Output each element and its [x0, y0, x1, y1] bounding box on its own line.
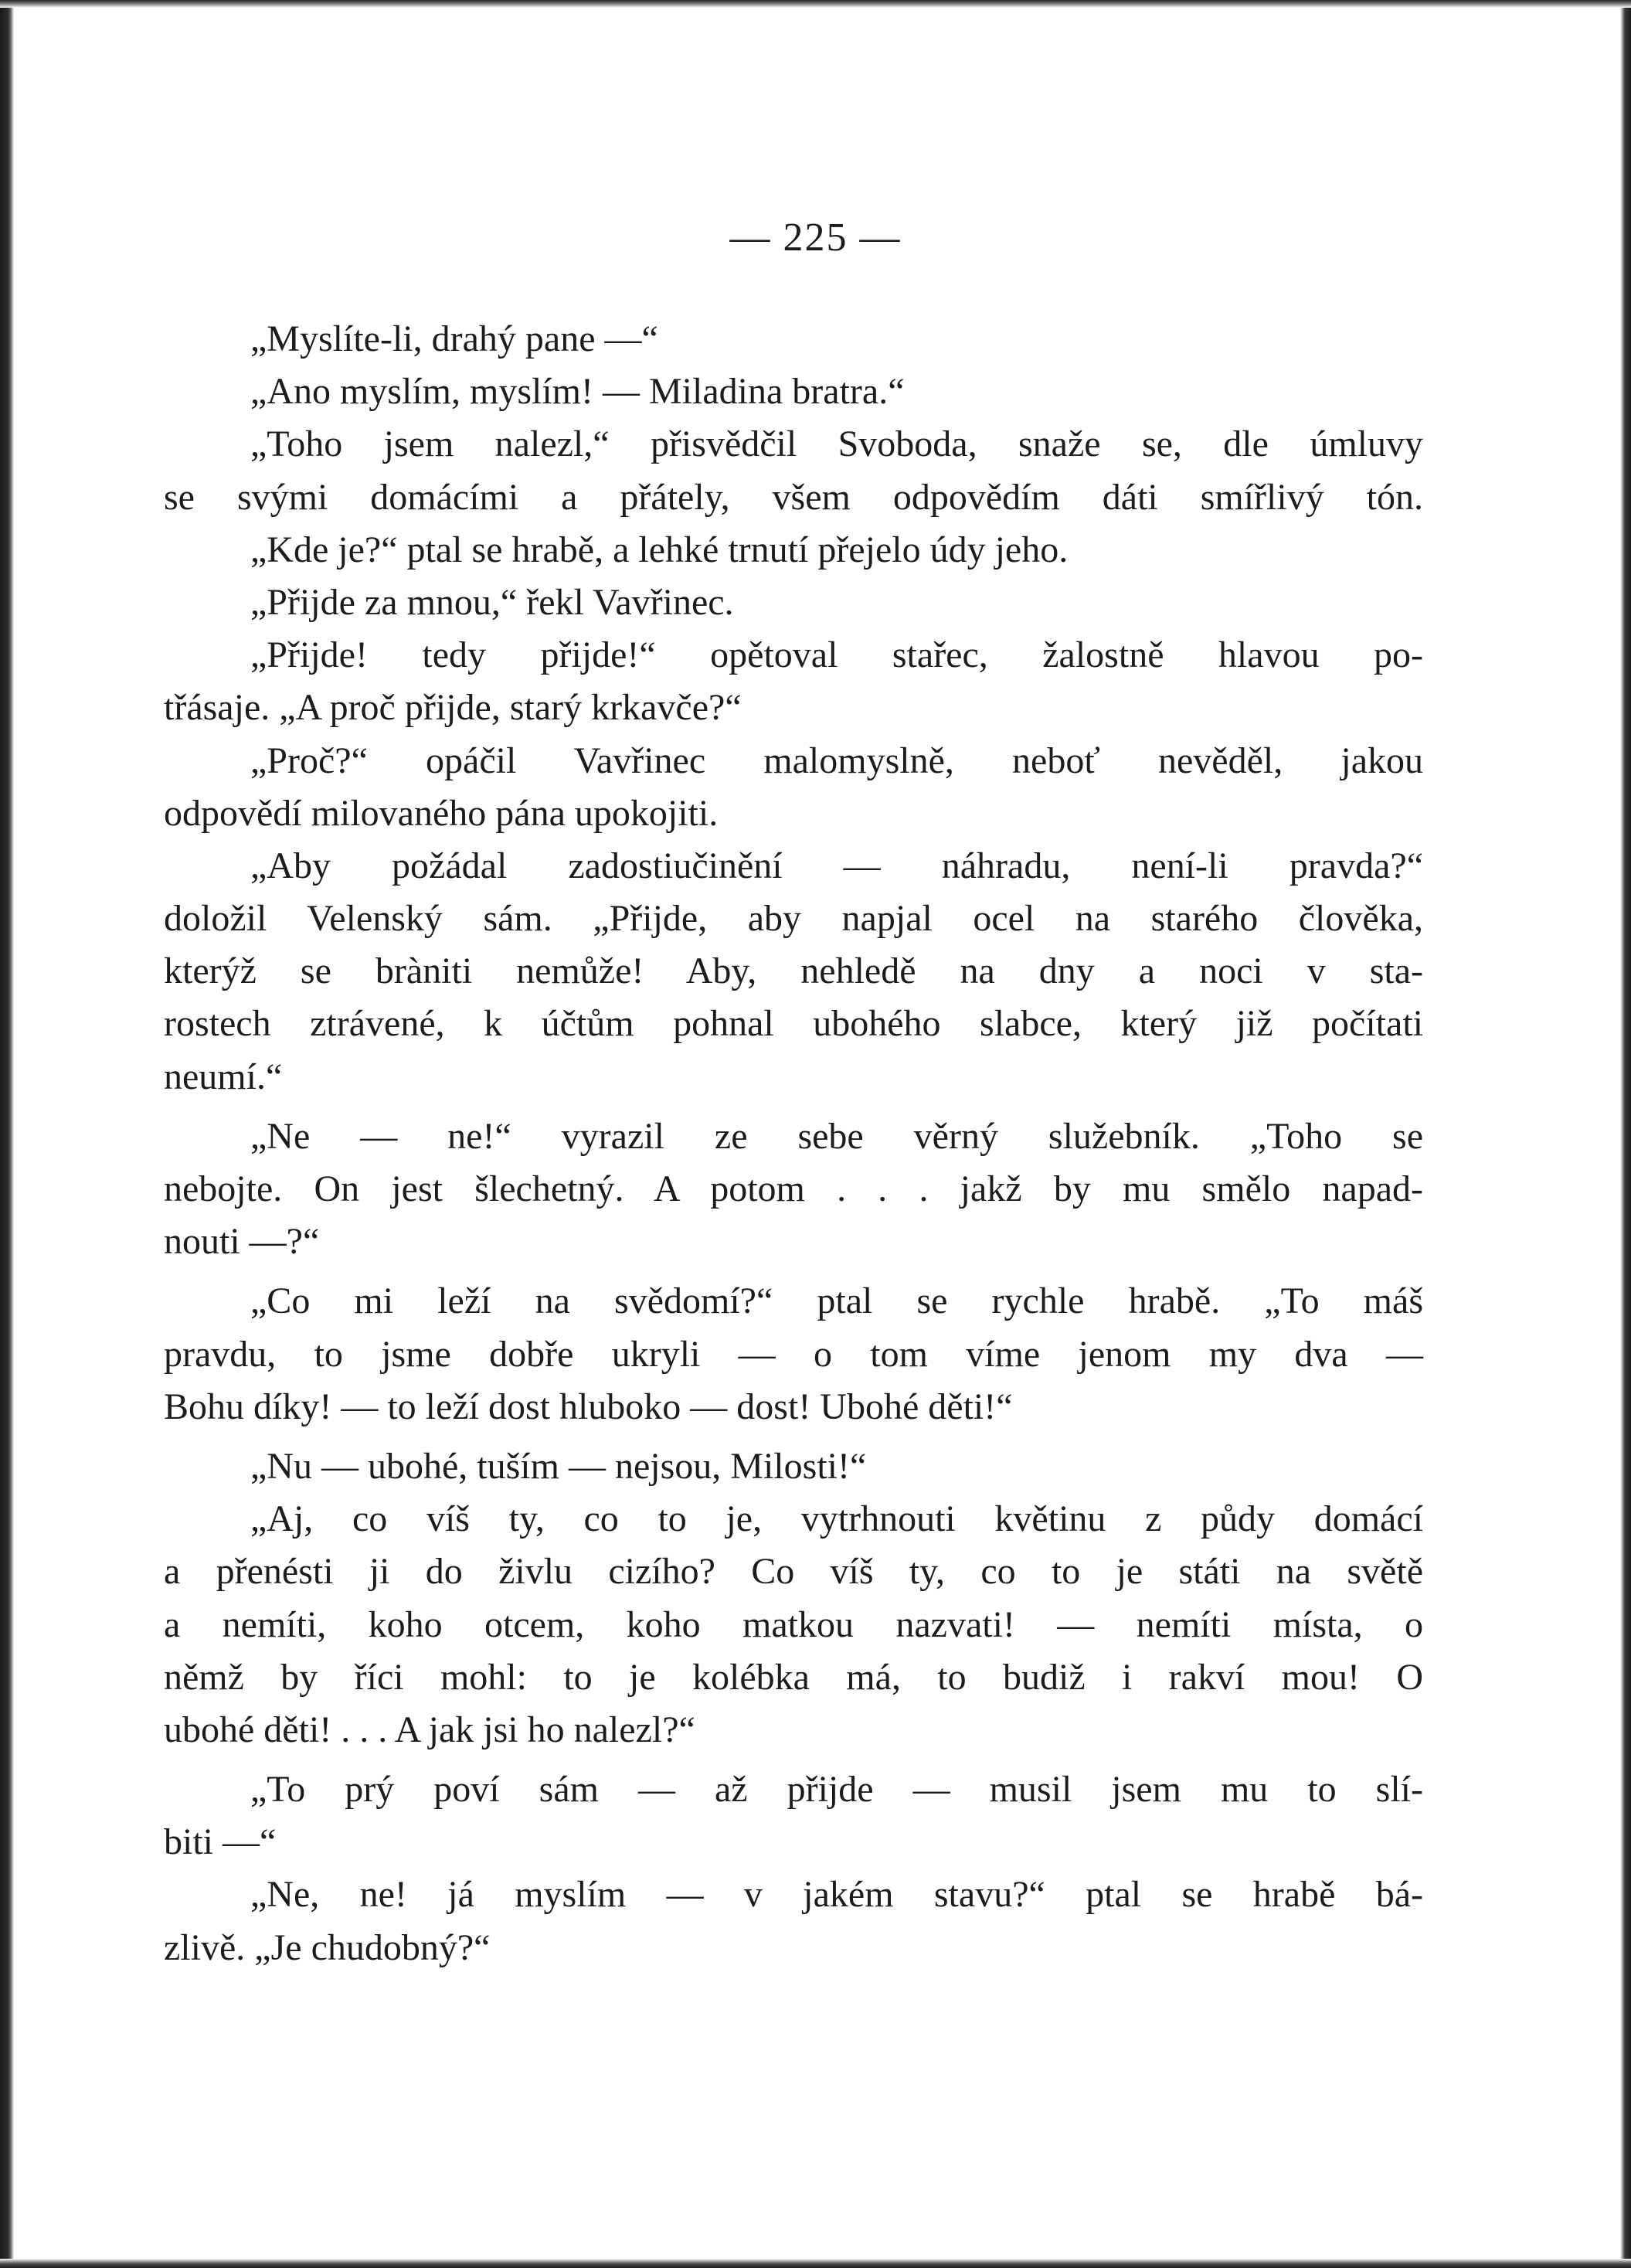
text-line: pravdu, to jsme dobře ukryli — o tom víme jenom my dva — — [164, 1333, 1423, 1375]
text-line: „Co mi leží na svědomí?“ ptal se rychle hrabě. „To máš — [250, 1280, 1423, 1322]
text-line: odpovědí milovaného pána upokojiti. — [164, 792, 719, 834]
text-line: a nemíti, koho otcem, koho matkou nazvati! — nemíti místa, o — [164, 1603, 1423, 1645]
text-line: „Ano myslím, myslím! — Miladina bratra.“ — [250, 371, 905, 413]
text-line: rostech ztrávené, k účtům pohnal ubohého slabce, který již počítati — [164, 1003, 1423, 1045]
body-text — [164, 313, 1423, 1974]
text-line: němž by říci mohl: to je kolébka má, to budiž i rakví mou! O — [164, 1656, 1423, 1698]
text-line: „Myslíte-li, drahý pane —“ — [250, 318, 658, 359]
text-line: „To prý poví sám — až přijde — musil jsem mu to slí- — [250, 1769, 1423, 1811]
text-line: „Přijde! tedy přijde!“ opětoval stařec, žalostně hlavou po- — [250, 634, 1423, 676]
text-line: „Toho jsem nalezl,“ přisvědčil Svoboda, snaže se, dle úmluvy — [250, 423, 1423, 465]
text-line: a přenésti ji do živlu cizího? Co víš ty, co to je státi na světě — [164, 1551, 1423, 1593]
text-line: „Nu — ubohé, tuším — nejsou, Milosti!“ — [250, 1445, 867, 1487]
text-line: třásaje. „A proč přijde, starý krkavče?“ — [164, 687, 742, 729]
text-line: zlivě. „Je chudobný?“ — [164, 1926, 491, 1968]
text-line: „Proč?“ opáčil Vavřinec malomyslně, neboť nevěděl, jakou — [250, 740, 1423, 781]
text-line: Bohu díky! — to leží dost hluboko — dost! Ubohé děti!“ — [164, 1386, 1013, 1427]
text-line: kterýž se bràniti nemůže! Aby, nehledě na dny a noci v sta- — [164, 950, 1423, 992]
text-line: nouti —?“ — [164, 1221, 320, 1263]
page-number: — 225 — — [729, 216, 902, 260]
text-line: „Kde je?“ ptal se hrabě, a lehké trnutí přejelo údy jeho. — [250, 529, 1069, 570]
text-line: „Aj, co víš ty, co to je, vytrhnouti květinu z půdy domácí — [250, 1498, 1423, 1540]
text-line: neumí.“ — [164, 1056, 283, 1097]
scan-edge-bottom — [0, 2259, 1631, 2268]
scan-edge-left — [0, 0, 14, 2268]
text-line: „Ne, ne! já myslím — v jakém stavu?“ ptal se hrabě bá- — [250, 1874, 1423, 1916]
text-line: „Aby požádal zadostiučinění — náhradu, není-li pravda?“ — [250, 845, 1423, 886]
text-line: se svými domácími a přátely, všem odpovědím dáti smířlivý tón. — [164, 476, 1423, 518]
text-line: biti —“ — [164, 1821, 277, 1863]
text-line: „Ne — ne!“ vyrazil ze sebe věrný služebník. „Toho se — [250, 1115, 1423, 1157]
scan-edge-top — [0, 0, 1631, 8]
text-line: ubohé děti! . . . A jak jsi ho nalezl?“ — [164, 1709, 695, 1750]
text-line: doložil Velenský sám. „Přijde, aby napjal ocel na starého člověka, — [164, 898, 1423, 940]
text-line: nebojte. On jest šlechetný. A potom . . . jakž by mu smělo napad- — [164, 1168, 1423, 1209]
scan-edge-right — [1620, 0, 1631, 2268]
text-line: „Přijde za mnou,“ řekl Vavřinec. — [250, 581, 734, 623]
